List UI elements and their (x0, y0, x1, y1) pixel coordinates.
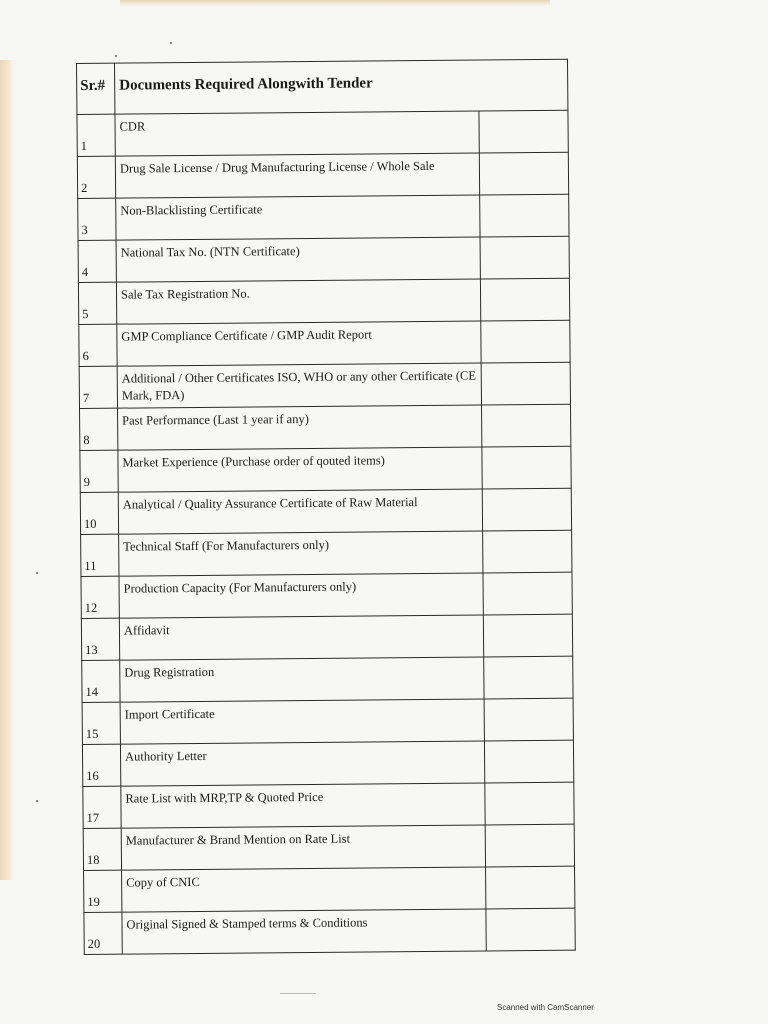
table-row (82, 656, 573, 702)
sr-number-cell: 3 (78, 198, 116, 240)
sr-number-cell: 19 (84, 870, 122, 912)
blank-check-cell (486, 866, 575, 909)
document-name-cell: Past Performance (Last 1 year if any) (118, 405, 482, 450)
documents-column-header: Documents Required Alongwith Tender (115, 59, 568, 114)
document-name-cell: Import Certificate (120, 699, 484, 744)
table-body (77, 110, 575, 954)
document-name-cell: GMP Compliance Certificate / GMP Audit Report (117, 321, 481, 366)
sr-number-cell: 4 (78, 240, 116, 282)
sr-number-cell: 7 (79, 366, 117, 408)
sr-number-cell: 15 (82, 702, 120, 744)
table-row (80, 488, 571, 534)
table-row (82, 698, 573, 744)
document-name-cell: Analytical / Quality Assurance Certificate of Raw Material (118, 489, 482, 534)
table-row (83, 824, 574, 870)
documents-table (76, 59, 576, 955)
table-row (78, 278, 569, 324)
blank-check-cell (484, 656, 573, 699)
scan-left-edge (0, 60, 14, 880)
blank-check-cell (485, 824, 574, 867)
scan-top-edge (120, 0, 550, 6)
scanner-watermark: Scanned with CamScanner (497, 1003, 594, 1012)
scan-mark-line (280, 993, 316, 994)
table-row (77, 152, 568, 198)
document-name-cell: National Tax No. (NTN Certificate) (116, 237, 480, 282)
table-row (81, 572, 572, 618)
document-name-cell: Affidavit (119, 615, 483, 660)
sr-number-cell: 20 (84, 912, 122, 954)
sr-number-cell: 10 (80, 492, 118, 534)
blank-check-cell (482, 446, 571, 489)
table-row (84, 908, 575, 954)
document-name-cell: Non-Blacklisting Certificate (116, 195, 480, 240)
blank-check-cell (479, 110, 568, 153)
sr-number-cell: 16 (82, 744, 120, 786)
sr-column-header: Sr.# (77, 63, 115, 114)
blank-check-cell (486, 908, 575, 951)
blank-check-cell (481, 320, 570, 363)
sr-number-cell: 17 (83, 786, 121, 828)
blank-check-cell (483, 572, 572, 615)
document-name-cell: Sale Tax Registration No. (116, 279, 480, 324)
sr-number-cell: 12 (81, 576, 119, 618)
table-row (82, 740, 573, 786)
table-header-row (77, 59, 568, 114)
document-name-cell: Technical Staff (For Manufacturers only) (119, 531, 483, 576)
sr-number-cell: 8 (80, 408, 118, 450)
table-row (81, 530, 572, 576)
blank-check-cell (481, 404, 570, 447)
scan-speck (170, 42, 172, 44)
document-name-cell: Production Capacity (For Manufacturers only) (119, 573, 483, 618)
document-name-cell: Authority Letter (120, 741, 484, 786)
blank-check-cell (482, 488, 571, 531)
sr-number-cell: 18 (83, 828, 121, 870)
blank-check-cell (483, 614, 572, 657)
sr-number-cell: 13 (81, 618, 119, 660)
scan-speck (115, 55, 117, 57)
document-name-cell: Market Experience (Purchase order of qouted items) (118, 447, 482, 492)
document-name-cell: Copy of CNIC (122, 867, 486, 912)
document-name-cell: Drug Sale License / Drug Manufacturing License / Whole Sale (115, 153, 479, 198)
sr-number-cell: 6 (79, 324, 117, 366)
table-row (79, 320, 570, 366)
blank-check-cell (480, 194, 569, 237)
sr-number-cell: 2 (77, 156, 115, 198)
sr-number-cell: 11 (81, 534, 119, 576)
table-row (80, 446, 571, 492)
table-row (79, 362, 570, 408)
blank-check-cell (480, 278, 569, 321)
blank-check-cell (485, 782, 574, 825)
sr-number-cell: 1 (77, 114, 115, 156)
blank-check-cell (484, 740, 573, 783)
document-name-cell: Manufacturer & Brand Mention on Rate List (121, 825, 485, 870)
blank-check-cell (479, 152, 568, 195)
blank-check-cell (483, 530, 572, 573)
document-name-cell: CDR (115, 111, 479, 156)
document-name-cell: Drug Registration (120, 657, 484, 702)
table-row (78, 194, 569, 240)
table-row (83, 782, 574, 828)
table-row (78, 236, 569, 282)
document-name-cell: Original Signed & Stamped terms & Conditions (122, 909, 486, 954)
table-row (84, 866, 575, 912)
scan-speck (36, 572, 38, 574)
sr-number-cell: 9 (80, 450, 118, 492)
blank-check-cell (480, 236, 569, 279)
blank-check-cell (481, 362, 570, 405)
sr-number-cell: 14 (82, 660, 120, 702)
scan-speck (36, 800, 38, 802)
sr-number-cell: 5 (78, 282, 116, 324)
document-name-cell: Additional / Other Certificates ISO, WHO or any other Certificate (CE Mark, FDA) (117, 363, 481, 408)
blank-check-cell (484, 698, 573, 741)
table-row (77, 110, 568, 156)
table-row (81, 614, 572, 660)
document-name-cell: Rate List with MRP,TP & Quoted Price (121, 783, 485, 828)
table-row (80, 404, 571, 450)
